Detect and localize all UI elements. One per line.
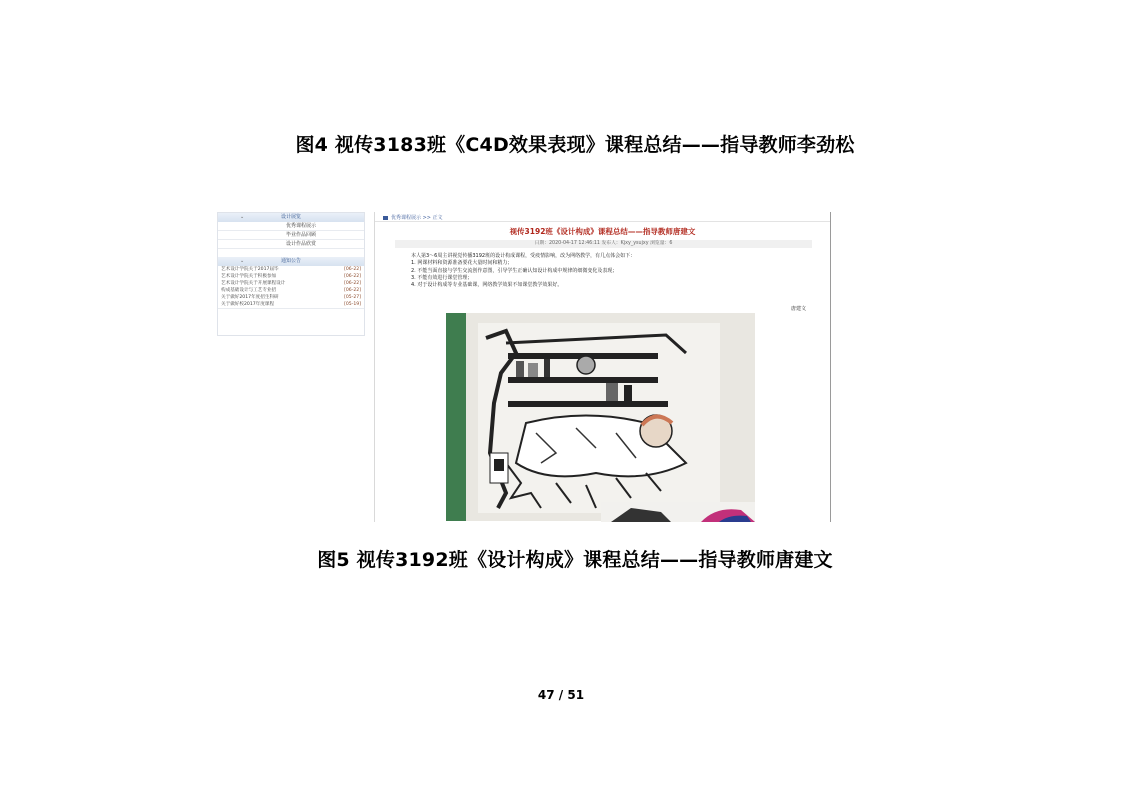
article-title: 视传3192班《设计构成》课程总结——指导教师唐建文 bbox=[509, 227, 696, 236]
divider bbox=[375, 221, 830, 222]
news-date: [06-22] bbox=[344, 267, 361, 272]
sidebar-section-title: 设计展览 bbox=[280, 214, 301, 220]
sidebar-item[interactable]: 优秀课程展示 bbox=[218, 222, 364, 231]
artwork-drawing-image bbox=[446, 313, 755, 521]
news-title: 艺术设计学院关于积极参加 bbox=[221, 274, 277, 279]
sidebar-divider bbox=[218, 308, 364, 317]
article-meta: 日期：2020-04-17 12:46:11 发布人：Kjxy_ysujxy 浏览量：6 bbox=[395, 240, 812, 248]
sidebar-section-header bbox=[218, 257, 364, 266]
article-panel bbox=[374, 212, 831, 522]
news-date: [06-22] bbox=[344, 281, 361, 286]
sidebar-item[interactable]: 毕业作品回顾 bbox=[218, 231, 364, 240]
article-signature: 唐建文 bbox=[790, 306, 806, 312]
partial-artwork-image bbox=[601, 502, 755, 522]
home-icon bbox=[383, 216, 388, 220]
news-title: 艺术设计学院关于2017届毕 bbox=[221, 267, 279, 272]
figure-5-caption: 图5 视传3192班《设计构成》课程总结——指导教师唐建文 bbox=[317, 549, 833, 571]
sidebar-item[interactable]: 设计作品欣赏 bbox=[218, 240, 364, 249]
news-date: [06-22] bbox=[344, 288, 361, 293]
breadcrumb-text[interactable]: 优秀课程展示 >> 正文 bbox=[391, 215, 443, 221]
news-title: 关于做好2017年度招生科研 bbox=[221, 295, 279, 300]
news-date: [06-22] bbox=[344, 274, 361, 279]
article-paragraph: 4. 对于设计构成等专业基础课，网络教学效果不如课堂教学效果好。 bbox=[411, 282, 563, 289]
article-paragraph: 1. 网课材料和资源准备要花大量时间和精力； bbox=[411, 260, 513, 267]
chevron-down-icon: ⌄ bbox=[240, 258, 245, 264]
breadcrumb bbox=[383, 214, 443, 221]
website-screenshot-figure bbox=[217, 212, 831, 522]
news-item[interactable] bbox=[218, 273, 364, 280]
article-body bbox=[411, 253, 811, 289]
news-item[interactable] bbox=[218, 266, 364, 273]
news-item[interactable] bbox=[218, 280, 364, 287]
news-title: 构成基础设计与工艺专业招 bbox=[221, 288, 277, 293]
chevron-down-icon: ⌄ bbox=[240, 214, 245, 220]
sidebar-section-header bbox=[218, 213, 364, 222]
news-item[interactable] bbox=[218, 287, 364, 294]
sidebar-section-title: 通知公告 bbox=[280, 258, 301, 264]
news-item[interactable] bbox=[218, 294, 364, 301]
figure-4-caption: 图4 视传3183班《C4D效果表现》课程总结——指导教师李劲松 bbox=[295, 134, 855, 156]
article-paragraph: 3. 不能有效进行课堂管理； bbox=[411, 274, 473, 281]
sidebar bbox=[217, 212, 365, 336]
artwork-photo bbox=[446, 313, 755, 521]
news-date: [05-27] bbox=[344, 295, 361, 300]
news-title: 关于做好校2017年度课程 bbox=[221, 302, 275, 307]
page-number: 47 / 51 bbox=[537, 688, 585, 702]
second-photo-partial bbox=[601, 502, 755, 522]
article-paragraph: 2. 不能当面直接与学生交流创作意图，引导学生正确认知设计构成中规律的细微变化及表现； bbox=[411, 267, 618, 274]
news-item[interactable] bbox=[218, 301, 364, 308]
article-paragraph: 本人第3～6周主讲视觉传播3192班的设计构成课程，受疫情影响，改为网络教学，有几点体会如下： bbox=[411, 253, 636, 259]
news-title: 艺术设计学院关于开展课程设计 bbox=[221, 281, 286, 286]
news-date: [05-19] bbox=[344, 302, 361, 307]
